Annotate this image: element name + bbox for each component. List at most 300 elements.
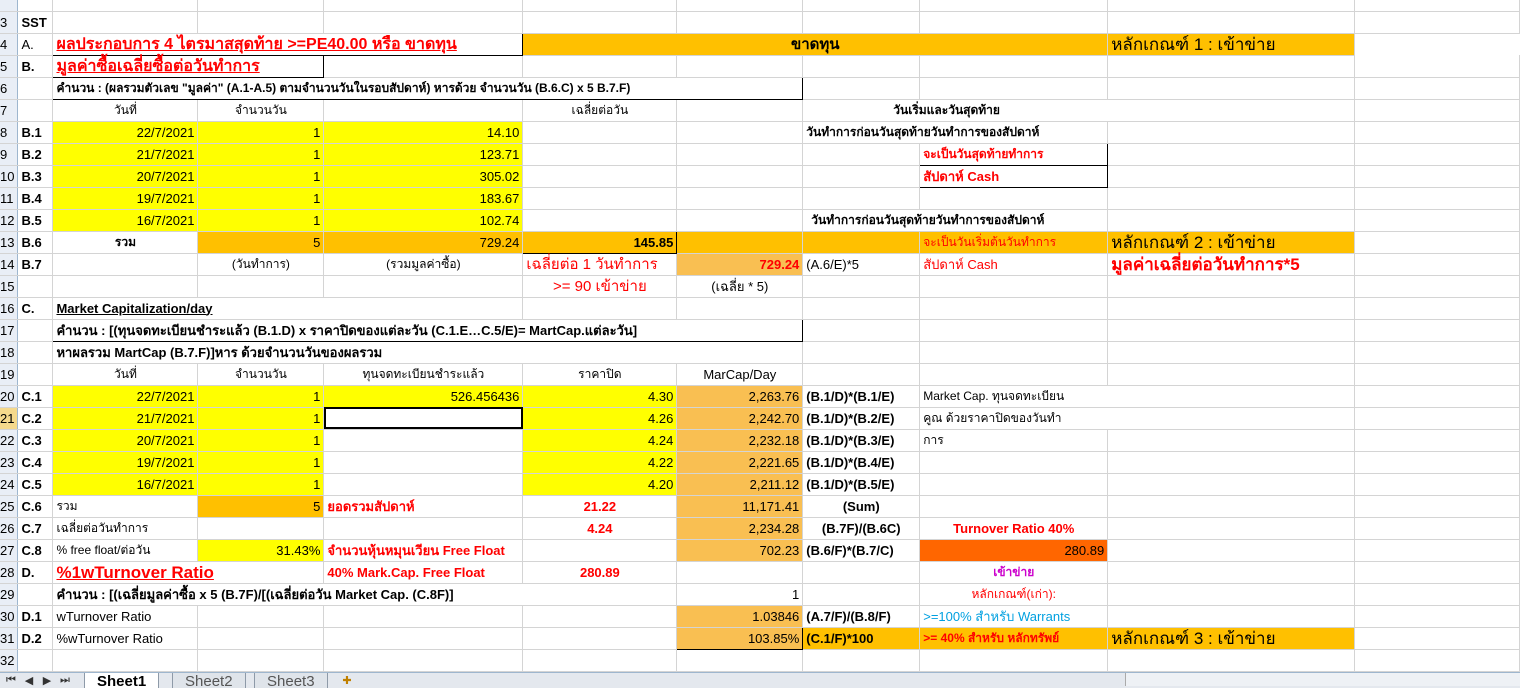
row-header[interactable]: 27 [0, 539, 18, 561]
row-header[interactable]: 13 [0, 231, 18, 253]
old-criteria-label[interactable]: หลักเกณฑ์(เก่า): [920, 583, 1108, 605]
cell[interactable] [1355, 341, 1520, 363]
days-cell[interactable]: 1 [198, 407, 324, 429]
cell[interactable] [1108, 429, 1355, 451]
section-a-result[interactable]: ขาดทุน [523, 33, 1108, 55]
formula-cell[interactable]: (C.1/F)*100 [803, 627, 920, 649]
row-id[interactable]: C.7 [18, 517, 53, 539]
cell[interactable] [53, 11, 198, 33]
row-header[interactable]: 20 [0, 385, 18, 407]
turnover-pct-value[interactable]: 103.85% [677, 627, 803, 649]
mcap-total[interactable]: 11,171.41 [677, 495, 803, 517]
row-id[interactable]: C.8 [18, 539, 53, 561]
close-cell[interactable]: 4.22 [523, 451, 677, 473]
cell[interactable] [18, 363, 53, 385]
days-cell[interactable]: 1 [198, 165, 324, 187]
cell[interactable] [1355, 209, 1520, 231]
cell[interactable] [523, 539, 677, 561]
row-id[interactable]: C.2 [18, 407, 53, 429]
cell[interactable] [920, 473, 1108, 495]
mcap-cell[interactable]: 2,221.65 [677, 451, 803, 473]
formula-cell[interactable]: (B.6/F)*(B.7/C) [803, 539, 920, 561]
note-cell[interactable]: การ [920, 429, 1108, 451]
row-header[interactable]: 14 [0, 253, 18, 275]
cell[interactable] [18, 0, 53, 11]
row-header[interactable]: 9 [0, 143, 18, 165]
cell[interactable] [1108, 297, 1355, 319]
cell[interactable] [1108, 539, 1355, 561]
cell[interactable] [1355, 253, 1520, 275]
cell[interactable] [523, 55, 677, 77]
cell[interactable] [920, 649, 1108, 671]
cell-a28[interactable]: D. [18, 561, 53, 583]
cell[interactable] [198, 275, 324, 297]
cell[interactable] [198, 627, 324, 649]
cell[interactable] [920, 0, 1108, 11]
note-cell[interactable]: จะเป็นวันสุดท้ายทำการ [920, 143, 1108, 165]
cell[interactable] [198, 11, 324, 33]
cell[interactable] [677, 0, 803, 11]
value-cell[interactable]: 123.71 [324, 143, 523, 165]
mcap-cell[interactable]: 2,242.70 [677, 407, 803, 429]
row-header[interactable]: 32 [0, 649, 18, 671]
turnover-result[interactable]: 280.89 [920, 539, 1108, 561]
section-b-calc[interactable]: คำนวน : (ผลรวมตัวเลข "มูลค่า" (A.1-A.5) ตามจำนวนวันในรอบสัปดาห์) หารด้วย จำนวนวัน (B.6.C) x 5 B.7.F) [53, 77, 803, 99]
cell[interactable] [523, 649, 677, 671]
cell[interactable] [1108, 473, 1355, 495]
row-header[interactable]: 21 [0, 407, 18, 429]
cell[interactable] [523, 0, 677, 11]
criterion-1[interactable]: หลักเกณฑ์ 1 : เข้าข่าย [1108, 33, 1355, 55]
capital-cell[interactable] [324, 473, 523, 495]
cell[interactable] [677, 561, 803, 583]
mcap-cell[interactable]: 1 [677, 583, 803, 605]
value-caption[interactable]: (รวมมูลค่าซื้อ) [324, 253, 523, 275]
cell[interactable] [920, 363, 1108, 385]
row-id[interactable]: D.1 [18, 605, 53, 627]
cell[interactable] [1355, 0, 1520, 11]
row-header[interactable]: 19 [0, 363, 18, 385]
capital-cell[interactable]: 526.456436 [324, 385, 523, 407]
cell[interactable] [324, 605, 523, 627]
cell[interactable] [920, 319, 1108, 341]
cell[interactable] [803, 11, 920, 33]
mcap-cell[interactable]: 2,211.12 [677, 473, 803, 495]
cell[interactable] [1355, 473, 1520, 495]
cell[interactable] [803, 77, 920, 99]
cell[interactable] [1355, 429, 1520, 451]
formula-cell[interactable]: (B.1/D)*(B.3/E) [803, 429, 920, 451]
cell[interactable] [803, 187, 920, 209]
cell[interactable] [1355, 517, 1520, 539]
cell[interactable] [324, 55, 523, 77]
row-header[interactable]: 7 [0, 99, 18, 121]
cell[interactable] [18, 649, 53, 671]
cell[interactable] [1108, 495, 1355, 517]
cell[interactable] [1355, 143, 1520, 165]
row-header[interactable]: 4 [0, 33, 18, 55]
formula-cell[interactable]: (B.1/D)*(B.2/E) [803, 407, 920, 429]
cell[interactable] [920, 341, 1108, 363]
cell[interactable] [1355, 605, 1520, 627]
formula-cell[interactable]: (A.6/E)*5 [803, 253, 920, 275]
days-cell[interactable]: 1 [198, 143, 324, 165]
cell[interactable] [523, 11, 677, 33]
section-b-title[interactable]: มูลค่าซื้อเฉลี่ยซื้อต่อวันทำการ [53, 55, 324, 77]
free-float-caption[interactable]: จำนวนหุ้นหมุนเวียน Free Float [324, 539, 523, 561]
warrants-criteria[interactable]: >=100% สำหรับ Warrants [920, 605, 1108, 627]
total-days[interactable]: 5 [198, 231, 324, 253]
cell[interactable] [920, 275, 1108, 297]
formula-cell[interactable]: (B.1/D)*(B.1/E) [803, 385, 920, 407]
date-cell[interactable]: 16/7/2021 [53, 473, 198, 495]
row-header[interactable] [0, 0, 18, 11]
date-cell[interactable]: 19/7/2021 [53, 451, 198, 473]
cell[interactable] [803, 649, 920, 671]
insert-sheet-icon[interactable]: ✚ [342, 675, 352, 687]
securities-criteria[interactable]: >= 40% สำหรับ หลักทรัพย์ [920, 627, 1108, 649]
cell[interactable] [803, 231, 920, 253]
cell[interactable] [1355, 561, 1520, 583]
cell[interactable] [1355, 55, 1520, 77]
cell[interactable] [920, 11, 1108, 33]
cell[interactable] [803, 165, 920, 187]
header-mcap[interactable]: MarCap/Day [677, 363, 803, 385]
cell[interactable] [324, 517, 523, 539]
cell[interactable] [1355, 297, 1520, 319]
cell[interactable] [1355, 319, 1520, 341]
row-id[interactable]: C.3 [18, 429, 53, 451]
next-sheet-icon[interactable]: ▶ [42, 675, 52, 687]
cell-a16[interactable]: C. [18, 297, 53, 319]
cell[interactable] [803, 275, 920, 297]
cell-a4[interactable]: A. [18, 33, 53, 55]
tab-sheet1[interactable]: Sheet1 [84, 673, 159, 688]
row-id[interactable]: B.5 [18, 209, 53, 231]
cell[interactable] [18, 583, 53, 605]
cell[interactable] [1355, 121, 1520, 143]
cell[interactable] [18, 99, 53, 121]
cell[interactable] [1355, 495, 1520, 517]
cell[interactable] [53, 649, 198, 671]
date-cell[interactable]: 16/7/2021 [53, 209, 198, 231]
turnover-label[interactable]: wTurnover Ratio [53, 605, 198, 627]
close-cell[interactable]: 4.30 [523, 385, 677, 407]
total-days[interactable]: 5 [198, 495, 324, 517]
eligibility-note[interactable]: เข้าข่าย [920, 561, 1108, 583]
date-cell[interactable]: 21/7/2021 [53, 407, 198, 429]
close-cell[interactable]: 4.20 [523, 473, 677, 495]
cell[interactable] [1355, 407, 1520, 429]
cell[interactable] [1355, 231, 1520, 253]
cell[interactable] [1355, 11, 1520, 33]
close-avg[interactable]: 4.24 [523, 517, 677, 539]
cell[interactable] [1355, 187, 1520, 209]
cell[interactable] [523, 121, 677, 143]
cell[interactable] [1108, 209, 1355, 231]
horizontal-scrollbar[interactable] [1125, 673, 1520, 686]
formula-cell[interactable]: (B.1/D)*(B.4/E) [803, 451, 920, 473]
row-header[interactable]: 10 [0, 165, 18, 187]
turnover-value[interactable]: 1.03846 [677, 605, 803, 627]
free-float-mcap-value[interactable]: 280.89 [523, 561, 677, 583]
value-x5[interactable]: 729.24 [677, 253, 803, 275]
free-float-label[interactable]: % free float/ต่อวัน [53, 539, 198, 561]
cell[interactable] [18, 341, 53, 363]
header-days[interactable]: จำนวนวัน [198, 363, 324, 385]
header-days[interactable]: จำนวนวัน [198, 99, 324, 121]
cell[interactable] [523, 605, 677, 627]
cell[interactable] [523, 165, 677, 187]
value-cell[interactable]: 102.74 [324, 209, 523, 231]
row-header[interactable]: 31 [0, 627, 18, 649]
cell[interactable] [920, 77, 1108, 99]
mcap-free-float[interactable]: 702.23 [677, 539, 803, 561]
row-header[interactable]: 18 [0, 341, 18, 363]
days-cell[interactable]: 1 [198, 209, 324, 231]
header-date[interactable]: วันที่ [53, 99, 198, 121]
cell[interactable] [523, 297, 677, 319]
active-cell[interactable] [324, 407, 523, 429]
cell[interactable] [1108, 363, 1355, 385]
cell[interactable] [677, 649, 803, 671]
note-cell[interactable]: วันทำการก่อนวันสุดท้ายวันทำการของสัปดาห์ [803, 209, 1108, 231]
cell[interactable] [1108, 77, 1355, 99]
header-date[interactable]: วันที่ [53, 363, 198, 385]
cell[interactable] [198, 517, 324, 539]
cell[interactable] [677, 11, 803, 33]
cell[interactable] [920, 187, 1108, 209]
cell[interactable] [677, 187, 803, 209]
cell[interactable] [677, 99, 803, 121]
row-header[interactable]: 25 [0, 495, 18, 517]
row-header[interactable]: 30 [0, 605, 18, 627]
cell[interactable] [1108, 165, 1355, 187]
cell[interactable] [1108, 11, 1355, 33]
cell[interactable] [324, 0, 523, 11]
value-cell[interactable]: 14.10 [324, 121, 523, 143]
row-id[interactable]: B.2 [18, 143, 53, 165]
avg-per-day[interactable]: 145.85 [523, 231, 677, 253]
date-cell[interactable]: 19/7/2021 [53, 187, 198, 209]
cell[interactable] [920, 297, 1108, 319]
tab-sheet3[interactable]: Sheet3 [254, 673, 328, 688]
header-start-end[interactable]: วันเริ่มและวันสุดท้าย [803, 99, 1355, 121]
header-capital[interactable]: ทุนจดทะเบียนชำระแล้ว [324, 363, 523, 385]
note-cell[interactable]: สัปดาห์ Cash [920, 165, 1108, 187]
cell[interactable] [18, 77, 53, 99]
days-cell[interactable]: 1 [198, 451, 324, 473]
cell[interactable] [677, 121, 803, 143]
cell[interactable] [198, 605, 324, 627]
cell[interactable] [1355, 77, 1520, 99]
cell[interactable] [324, 99, 523, 121]
capital-cell[interactable] [324, 451, 523, 473]
criterion-2-detail[interactable]: มูลค่าเฉลี่ยต่อวันทำการ*5 [1108, 253, 1355, 275]
cell[interactable] [803, 583, 920, 605]
cell[interactable] [677, 143, 803, 165]
formula-cell[interactable]: (Sum) [803, 495, 920, 517]
row-id[interactable]: B.3 [18, 165, 53, 187]
close-total[interactable]: 21.22 [523, 495, 677, 517]
row-header[interactable]: 5 [0, 55, 18, 77]
cell[interactable] [1355, 99, 1520, 121]
mcap-cell[interactable]: 2,232.18 [677, 429, 803, 451]
cell[interactable] [920, 451, 1108, 473]
cell[interactable] [523, 627, 677, 649]
row-header[interactable]: 6 [0, 77, 18, 99]
cell[interactable] [920, 495, 1108, 517]
days-cell[interactable]: 1 [198, 473, 324, 495]
cell[interactable] [1108, 143, 1355, 165]
row-header[interactable]: 3 [0, 11, 18, 33]
tab-sheet2[interactable]: Sheet2 [172, 673, 246, 688]
section-c-calc-2[interactable]: หาผลรวม MartCap (B.7.F)]หาร ด้วยจำนวนวันของผลรวม [53, 341, 803, 363]
row-id[interactable]: B.7 [18, 253, 53, 275]
cell[interactable] [1355, 165, 1520, 187]
note-cell[interactable]: วันทำการก่อนวันสุดท้ายวันทำการของสัปดาห์ [803, 121, 1108, 143]
cell[interactable] [1108, 583, 1355, 605]
total-label[interactable]: รวม [53, 495, 198, 517]
close-cell[interactable]: 4.26 [523, 407, 677, 429]
cell-a3[interactable]: SST [18, 11, 53, 33]
cell[interactable] [1108, 319, 1355, 341]
close-cell[interactable]: 4.24 [523, 429, 677, 451]
cell[interactable] [1108, 561, 1355, 583]
cell[interactable] [324, 275, 523, 297]
cell[interactable] [1108, 451, 1355, 473]
cell[interactable] [324, 627, 523, 649]
row-header[interactable]: 24 [0, 473, 18, 495]
days-cell[interactable]: 1 [198, 187, 324, 209]
cell[interactable] [677, 55, 803, 77]
criterion-3[interactable]: หลักเกณฑ์ 3 : เข้าข่าย [1108, 627, 1355, 649]
weekly-total-caption[interactable]: ยอดรวมสัปดาห์ [324, 495, 523, 517]
row-header[interactable]: 29 [0, 583, 18, 605]
date-cell[interactable]: 20/7/2021 [53, 429, 198, 451]
cell[interactable] [1108, 605, 1355, 627]
cell[interactable] [803, 0, 920, 11]
cell[interactable] [1355, 385, 1520, 407]
row-id[interactable]: B.1 [18, 121, 53, 143]
cell[interactable] [1355, 539, 1520, 561]
formula-cell[interactable]: (A.7/F)/(B.8/F) [803, 605, 920, 627]
cell[interactable] [53, 275, 198, 297]
cell[interactable] [1355, 627, 1520, 649]
days-cell[interactable]: 1 [198, 429, 324, 451]
row-id[interactable]: D.2 [18, 627, 53, 649]
row-id[interactable]: C.1 [18, 385, 53, 407]
formula-cell[interactable]: (B.7F)/(B.6C) [803, 517, 920, 539]
cell-a5[interactable]: B. [18, 55, 53, 77]
row-id[interactable]: C.4 [18, 451, 53, 473]
cell[interactable] [677, 209, 803, 231]
date-cell[interactable]: 22/7/2021 [53, 385, 198, 407]
cell[interactable] [803, 297, 920, 319]
note-cell[interactable]: Market Cap. ทุนจดทะเบียน [920, 385, 1355, 407]
header-avg[interactable]: เฉลี่ยต่อวัน [523, 99, 677, 121]
value-cell[interactable]: 183.67 [324, 187, 523, 209]
cell[interactable] [803, 363, 920, 385]
header-close[interactable]: ราคาปิด [523, 363, 677, 385]
cell[interactable] [1108, 55, 1355, 77]
cell[interactable] [523, 143, 677, 165]
section-c-calc-1[interactable]: คำนวน : [(ทุนจดทะเบียนชำระแล้ว (B.1.D) x ราคาปิดของแต่ละวัน (C.1.E…C.5/E)= MartCap.แต่ละวัน] [53, 319, 803, 341]
threshold-note[interactable]: >= 90 เข้าข่าย [523, 275, 677, 297]
free-float-pct[interactable]: 31.43% [198, 539, 324, 561]
row-header[interactable]: 16 [0, 297, 18, 319]
first-sheet-icon[interactable]: ⏮ [6, 674, 16, 686]
section-a-title[interactable]: ผลประกอบการ 4 ไตรมาสสุดท้าย >=PE40.00 หรือ ขาดทุน [53, 33, 523, 55]
date-cell[interactable]: 20/7/2021 [53, 165, 198, 187]
cell[interactable] [803, 55, 920, 77]
days-caption[interactable]: (วันทำการ) [198, 253, 324, 275]
section-d-calc[interactable]: คำนวน : [(เฉลี่ยมูลค่าซื้อ x 5 (B.7F)/[(เฉลี่ยต่อวัน Market Cap. (C.8F)] [53, 583, 677, 605]
cell[interactable] [324, 649, 523, 671]
last-sheet-icon[interactable]: ⏭ [60, 674, 70, 686]
row-header[interactable]: 26 [0, 517, 18, 539]
section-c-title[interactable]: Market Capitalization/day [53, 297, 523, 319]
row-header[interactable]: 12 [0, 209, 18, 231]
cell[interactable] [803, 319, 920, 341]
cell[interactable] [523, 187, 677, 209]
x5-caption[interactable]: (เฉลี่ย * 5) [677, 275, 803, 297]
date-cell[interactable]: 22/7/2021 [53, 121, 198, 143]
cell[interactable] [677, 165, 803, 187]
avg-label[interactable]: เฉลี่ยต่อวันทำการ [53, 517, 198, 539]
cell[interactable] [18, 275, 53, 297]
value-cell[interactable]: 305.02 [324, 165, 523, 187]
date-cell[interactable]: 21/7/2021 [53, 143, 198, 165]
cell[interactable] [1108, 187, 1355, 209]
turnover-pct-label[interactable]: %wTurnover Ratio [53, 627, 198, 649]
row-header[interactable]: 28 [0, 561, 18, 583]
formula-cell[interactable]: (B.1/D)*(B.5/E) [803, 473, 920, 495]
cell[interactable] [18, 319, 53, 341]
criterion-2[interactable]: หลักเกณฑ์ 2 : เข้าข่าย [1108, 231, 1355, 253]
note-cell[interactable]: จะเป็นวันเริ่มต้นวันทำการ [920, 231, 1108, 253]
row-header[interactable]: 11 [0, 187, 18, 209]
cell[interactable] [677, 297, 803, 319]
cell[interactable] [1108, 121, 1355, 143]
days-cell[interactable]: 1 [198, 121, 324, 143]
row-id[interactable]: B.6 [18, 231, 53, 253]
note-cell[interactable]: คูณ ด้วยราคาปิดของวันทำ [920, 407, 1355, 429]
cell[interactable] [1355, 451, 1520, 473]
cell[interactable] [920, 55, 1108, 77]
cell[interactable] [1108, 341, 1355, 363]
cell[interactable] [1108, 0, 1355, 11]
total-value[interactable]: 729.24 [324, 231, 523, 253]
turnover-ratio-label[interactable]: Turnover Ratio 40% [920, 517, 1108, 539]
cell[interactable] [677, 231, 803, 253]
cell[interactable] [803, 143, 920, 165]
prev-sheet-icon[interactable]: ◀ [24, 675, 34, 687]
note-cell[interactable]: สัปดาห์ Cash [920, 253, 1108, 275]
cell[interactable] [803, 341, 920, 363]
total-label[interactable]: รวม [53, 231, 198, 253]
cell[interactable] [324, 11, 523, 33]
row-header[interactable]: 23 [0, 451, 18, 473]
cell[interactable] [803, 561, 920, 583]
avg-caption[interactable]: เฉลี่ยต่อ 1 วันทำการ [523, 253, 677, 275]
row-header[interactable]: 15 [0, 275, 18, 297]
row-header[interactable]: 22 [0, 429, 18, 451]
capital-cell[interactable] [324, 429, 523, 451]
cell[interactable] [1108, 517, 1355, 539]
row-id[interactable]: C.6 [18, 495, 53, 517]
days-cell[interactable]: 1 [198, 385, 324, 407]
